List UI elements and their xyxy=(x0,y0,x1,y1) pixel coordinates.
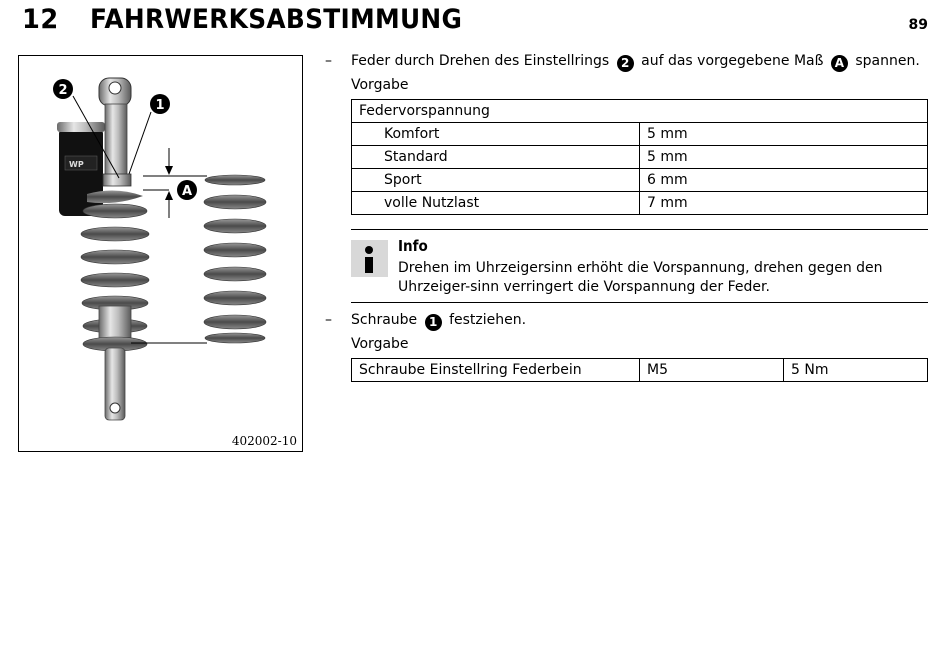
step1-badge-a: A xyxy=(831,55,848,72)
step1-text-part1: Feder durch Drehen des Einstellrings xyxy=(351,53,610,69)
step2-text xyxy=(351,312,526,331)
table-cell-torque: 5 Nm xyxy=(784,359,928,382)
table-cell-label: Sport xyxy=(352,169,640,192)
table-cell-value: 5 mm xyxy=(640,123,928,146)
step1-text-part2: auf das vorgegebene Maß xyxy=(641,53,824,69)
step1-text-part3: spannen. xyxy=(855,53,920,69)
callout-a xyxy=(177,180,197,200)
step1-badge-2: 2 xyxy=(617,55,634,72)
page-number: 89 xyxy=(908,17,928,33)
table-row xyxy=(352,123,928,146)
table-cell-label: Komfort xyxy=(352,123,640,146)
step1-text xyxy=(351,53,920,72)
svg-text:1: 1 xyxy=(155,98,165,113)
svg-text:2: 2 xyxy=(58,83,68,98)
svg-text:A: A xyxy=(181,184,193,199)
shock-absorber-illustration xyxy=(19,56,302,451)
vorgabe-label: Vorgabe xyxy=(351,77,409,93)
table-row xyxy=(352,192,928,215)
torque-table xyxy=(351,358,928,382)
top-eyelet xyxy=(99,78,131,106)
info-icon xyxy=(351,240,388,277)
step-dash: – xyxy=(325,53,332,69)
vorgabe-label: Vorgabe xyxy=(351,336,409,352)
info-title: Info xyxy=(398,237,428,255)
table-cell-label: volle Nutzlast xyxy=(352,192,640,215)
dimension-a xyxy=(165,148,173,218)
table-cell-thread: M5 xyxy=(640,359,784,382)
table-row xyxy=(352,359,928,382)
step-dash: – xyxy=(325,312,332,328)
table-cell-part: Schraube Einstellring Federbein xyxy=(352,359,640,382)
table-row xyxy=(352,169,928,192)
damper-body xyxy=(105,104,127,176)
step2-text-part2: festziehen. xyxy=(449,312,527,328)
table-header-cell: Federvorspannung xyxy=(352,100,928,123)
table-cell-value: 7 mm xyxy=(640,192,928,215)
info-box xyxy=(351,229,928,303)
step2-text-part1: Schraube xyxy=(351,312,418,328)
chapter-number: 12 xyxy=(22,4,59,35)
shock-absorber-figure xyxy=(18,55,303,452)
callout-2 xyxy=(53,79,73,99)
adjusting-ring xyxy=(103,174,131,186)
table-cell-label: Standard xyxy=(352,146,640,169)
separate-spring xyxy=(204,175,266,343)
callout-1 xyxy=(150,94,170,114)
svg-text:WP: WP xyxy=(69,160,84,169)
table-row xyxy=(352,100,928,123)
figure-code: 402002-10 xyxy=(231,434,297,448)
spring-preload-table xyxy=(351,99,928,215)
table-row xyxy=(352,146,928,169)
table-cell-value: 6 mm xyxy=(640,169,928,192)
table-cell-value: 5 mm xyxy=(640,146,928,169)
info-text: Drehen im Uhrzeigersinn erhöht die Vorspannung, drehen gegen den Uhrzeiger-sinn verringert die Vorspannung der Feder. xyxy=(398,260,883,295)
step2-badge-1: 1 xyxy=(425,314,442,331)
chapter-title: FAHRWERKSABSTIMMUNG xyxy=(90,4,463,35)
bottom-eyelet xyxy=(105,348,125,420)
